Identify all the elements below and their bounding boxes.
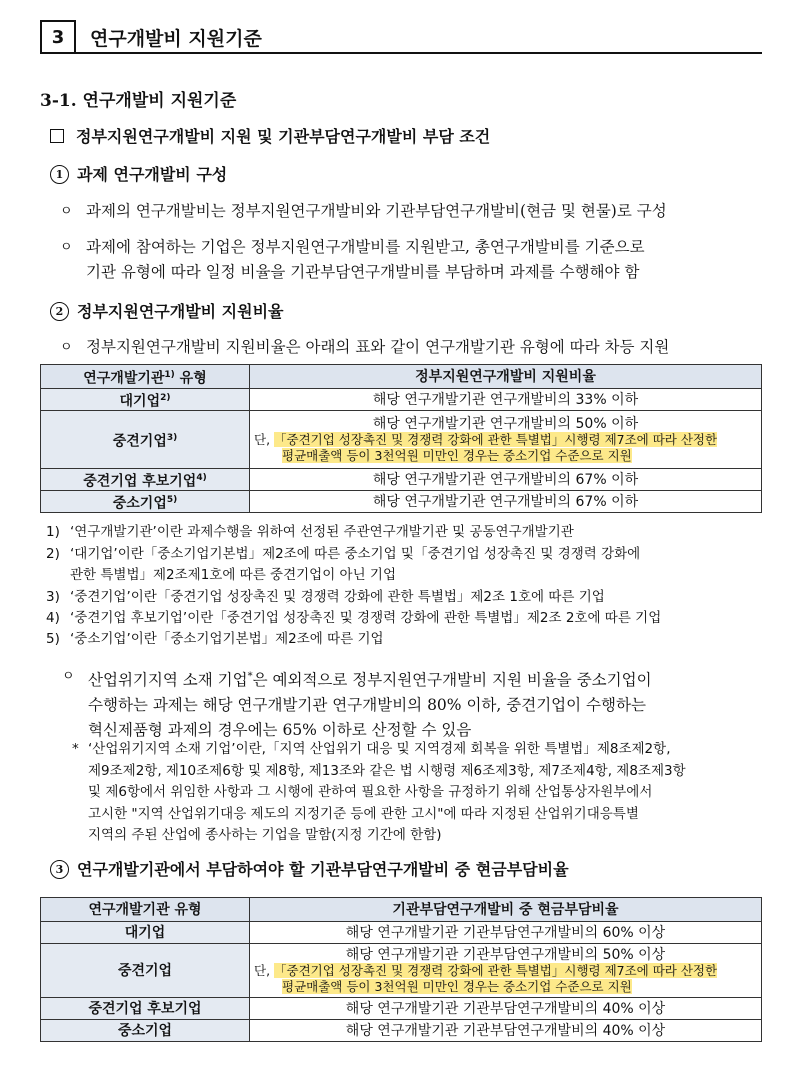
row-rate: 해당 연구개발기관 연구개발비의 67% 이하 bbox=[250, 469, 762, 491]
highlighted-note: 「중견기업 성장촉진 및 경쟁력 강화에 관한 특별법」시행령 제7조에 따라 산정한 bbox=[274, 431, 718, 447]
row-rate: 해당 연구개발기관 연구개발비의 33% 이하 bbox=[250, 389, 762, 411]
table-row bbox=[41, 389, 762, 411]
footnote-1: 1) ‘연구개발기관’이란 과제수행을 위하여 선정된 주관연구개발기관 및 공동연구개발기관 bbox=[46, 524, 574, 540]
item1-heading bbox=[50, 162, 227, 185]
item2-heading bbox=[50, 299, 284, 322]
row-rate: 해당 연구개발기관 기관부담연구개발비의 40% 이상 bbox=[250, 1020, 762, 1042]
item1-bullet1-text: 과제의 연구개발비는 정부지원연구개발비와 기관부담연구개발비(현금 및 현물)로 구성 bbox=[86, 202, 667, 220]
support-rate-table bbox=[40, 364, 762, 513]
exception-paragraph: ㅇ 산업위기지역 소재 기업*은 예외적으로 정부지원연구개발비 지원 비율을 중소기업이 수행하는 과제는 해당 연구개발기관 연구개발비의 80% 이하, 중견기업이 수행하는 혁신제품형 과제의 경우에는 65% 이하로 산정할 수 있음 bbox=[88, 664, 768, 743]
row-type: 중견기업$^{3)}$ bbox=[41, 411, 250, 469]
highlighted-note: 평균매출액 등이 3천억원 미만인 경우는 중소기업 수준으로 지원 bbox=[282, 978, 632, 994]
table-row bbox=[41, 411, 762, 469]
circled-number-icon: 3 bbox=[50, 860, 69, 879]
row-type: 중소기업 bbox=[41, 1020, 250, 1042]
table-row bbox=[41, 1020, 762, 1042]
item3-heading bbox=[50, 857, 569, 880]
item1-bullet2-line2: 기관 유형에 따라 일정 비율을 기관부담연구개발비를 부담하며 과제를 수행해야 함 bbox=[86, 263, 640, 281]
row-type: 중견기업 bbox=[41, 944, 250, 998]
footnote-2: 2) ‘대기업’이란「중소기업기본법」제2조에 따른 중소기업 및「중견기업 성장촉진 및 경쟁력 강화에 관한 특별법」제2조제1호에 따른 중견기업이 아닌 기업 bbox=[46, 546, 641, 583]
cash-share-table bbox=[40, 897, 762, 1042]
square-bullet-icon bbox=[50, 129, 64, 143]
item1-bullet1 bbox=[60, 199, 766, 224]
row-rate: 해당 연구개발기관 기관부담연구개발비의 50% 이상 단, 「중견기업 성장촉진 및 경쟁력 강화에 관한 특별법」시행령 제7조에 따라 산정한 평균매출액 등이 3천억원 미만인 경우는 중소기업 수준으로 지원 bbox=[250, 944, 762, 998]
item2-bullet bbox=[60, 335, 766, 360]
row-rate: 해당 연구개발기관 연구개발비의 50% 이하 단, 「중견기업 성장촉진 및 경쟁력 강화에 관한 특별법」시행령 제7조에 따라 산정한 평균매출액 등이 3천억원 미만인 경우는 중소기업 수준으로 지원 bbox=[250, 411, 762, 469]
table-row bbox=[41, 944, 762, 998]
table-row bbox=[41, 998, 762, 1020]
condition-heading-text: 정부지원연구개발비 지원 및 기관부담연구개발비 부담 조건 bbox=[76, 127, 491, 146]
header-support-rate: 정부지원연구개발비 지원비율 bbox=[250, 365, 762, 389]
footnote-4: 4) ‘중견기업 후보기업’이란「중견기업 성장촉진 및 경쟁력 강화에 관한 특별법」제2조 2호에 따른 기업 bbox=[46, 610, 662, 626]
section-rule bbox=[40, 52, 762, 54]
circle-bullet-icon: ㅇ bbox=[60, 204, 73, 219]
item2-bullet-text: 정부지원연구개발비 지원비율은 아래의 표와 같이 연구개발기관 유형에 따라 차등 지원 bbox=[86, 338, 670, 356]
item1-bullet2 bbox=[60, 235, 766, 285]
section-title: 연구개발비 지원기준 bbox=[90, 28, 262, 50]
item1-title: 과제 연구개발비 구성 bbox=[77, 165, 228, 184]
circle-bullet-icon: ㅇ bbox=[60, 240, 73, 255]
row-type: 중소기업$^{5)}$ bbox=[41, 491, 250, 513]
item2-title: 정부지원연구개발비 지원비율 bbox=[77, 302, 284, 321]
table-header-row bbox=[41, 898, 762, 922]
row-type: 대기업$^{2)}$ bbox=[41, 389, 250, 411]
header-cash-rate: 기관부담연구개발비 중 현금부담비율 bbox=[250, 898, 762, 922]
item3-title: 연구개발기관에서 부담하여야 할 기관부담연구개발비 중 현금부담비율 bbox=[77, 860, 569, 879]
circle-bullet-icon: ㅇ bbox=[62, 669, 75, 684]
condition-heading bbox=[50, 124, 490, 147]
header-institution-type: 연구개발기관 유형 bbox=[41, 898, 250, 922]
row-type: 대기업 bbox=[41, 922, 250, 944]
highlighted-note: 「중견기업 성장촉진 및 경쟁력 강화에 관한 특별법」시행령 제7조에 따라 산정한 bbox=[274, 962, 718, 978]
row-rate: 해당 연구개발기관 기관부담연구개발비의 60% 이상 bbox=[250, 922, 762, 944]
item1-bullet2-line1: 과제에 참여하는 기업은 정부지원연구개발비를 지원받고, 총연구개발비를 기준으로 bbox=[86, 238, 645, 256]
circle-bullet-icon: ㅇ bbox=[60, 340, 73, 355]
section-header bbox=[40, 20, 762, 54]
row-rate: 해당 연구개발기관 기관부담연구개발비의 40% 이상 bbox=[250, 998, 762, 1020]
row-type: 중견기업 후보기업 bbox=[41, 998, 250, 1020]
star-footnote: * ‘산업위기지역 소재 기업’이란,「지역 산업위기 대응 및 지역경제 회복을 위한 특별법」제8조제2항, 제9조제2항, 제10조제6항 및 제8항, 제13조와 같은 법 시행령 제6조제3항, 제7조제4항, 제8조제3항 및 제6항에서 위임한 사항과 그 시행에 관하여 필요한 사항을 규정하기 위해 산업통상자원부에서 고시한 "지역 산업위기대응 제도의 지정기준 등에 관한 고시"에 따라 지정된 산업위기대응특별 지역의 주된 산업에 종사하는 기업을 말함(지정 기간에 한함) bbox=[72, 741, 686, 843]
circled-number-icon: 2 bbox=[50, 302, 69, 321]
table-row bbox=[41, 469, 762, 491]
table-row bbox=[41, 922, 762, 944]
circled-number-icon: 1 bbox=[50, 165, 69, 184]
table-row bbox=[41, 491, 762, 513]
highlighted-note: 평균매출액 등이 3천억원 미만인 경우는 중소기업 수준으로 지원 bbox=[282, 447, 632, 463]
footnote-5: 5) ‘중소기업’이란「중소기업기본법」제2조에 따른 기업 bbox=[46, 631, 384, 647]
header-institution-type: 연구개발기관$^{1)}$ 유형 bbox=[41, 365, 250, 389]
section-number: 3 bbox=[40, 20, 76, 54]
footnote-3: 3) ‘중견기업’이란「중견기업 성장촉진 및 경쟁력 강화에 관한 특별법」제2조 1호에 따른 기업 bbox=[46, 589, 605, 605]
table-header-row bbox=[41, 365, 762, 389]
row-type: 중견기업 후보기업$^{4)}$ bbox=[41, 469, 250, 491]
row-rate: 해당 연구개발기관 연구개발비의 67% 이하 bbox=[250, 491, 762, 513]
subsection-title: 3-1. 연구개발비 지원기준 bbox=[40, 91, 237, 111]
